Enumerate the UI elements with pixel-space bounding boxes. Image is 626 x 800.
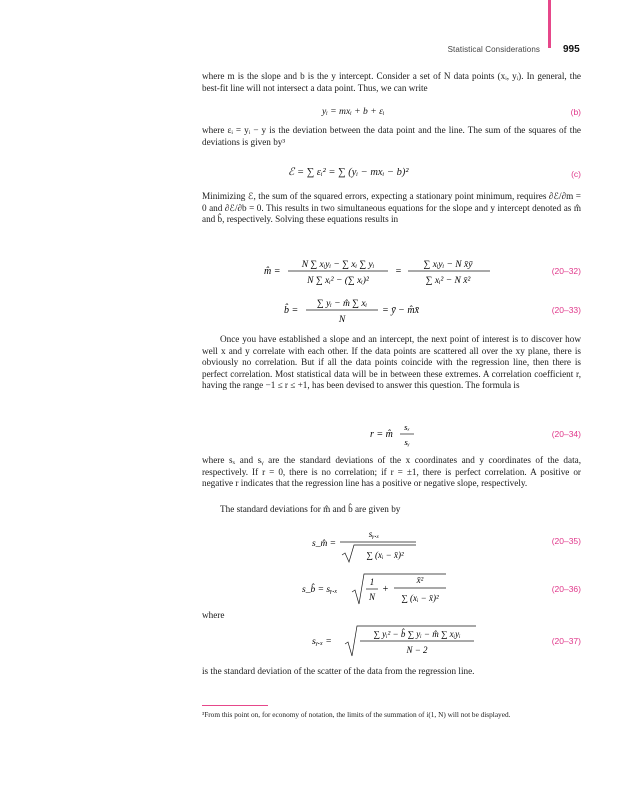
equation-b-label: (b) [570,107,581,117]
equation-20-33-graphic [202,294,581,326]
paragraph-intro: where m is the slope and b is the y intercept. Consider a set of N data points (xᵢ, yᵢ). In general, the best-fit line will not intersect a data point. Thus, we can write [202,71,581,93]
equation-20-37-label: (20–37) [551,636,581,646]
eq32-num1: N ∑ xᵢyᵢ − ∑ xᵢ ∑ yᵢ [301,260,375,270]
paragraph-deviation: where εᵢ = yᵢ − y is the deviation between the data point and the line. The sum of the squares of the deviations is given by³ [202,125,581,147]
eq33-lhs: b̂ = [284,305,299,316]
eq35-num: sᵧ.ₓ [368,529,380,539]
equation-20-34-graphic [202,418,581,450]
equation-20-32-label: (20–32) [551,266,581,276]
equation-20-36-graphic [202,570,581,610]
equation-c [202,160,581,184]
eq33-num: ∑ yᵢ − m̂ ∑ xᵢ [316,299,368,309]
equation-20-36-label: (20–36) [551,584,581,594]
eq36-lhs: s_b̂ = sᵧ.ₓ [302,585,338,595]
equation-20-35 [202,524,581,566]
equation-20-35-graphic [202,524,581,566]
page-header [0,45,626,59]
eq32-lhs: m̂ = [264,266,281,277]
eq36-den1: N [368,592,376,602]
eq37-lhs: sᵧ.ₓ = [312,637,332,647]
eq36-num2: x̄² [416,575,424,585]
paragraph-standard-deviations: where sₓ and sᵧ are the standard deviations of the x coordinates and y coordinates of the data, respectively. If r = 0, there is no correlation; if r = ±1, there is perfect correlation. A positive or negative r indicates that the regression line has a positive or negative slope, respectively. [202,455,581,489]
equation-20-37 [202,622,581,662]
eq33-den: N [338,315,346,325]
equation-20-32-graphic [202,254,581,288]
equation-20-36 [202,570,581,610]
eq36-den2: ∑ (xᵢ − x̄)² [401,593,439,603]
equation-20-33-label: (20–33) [551,305,581,315]
eq36-num1: 1 [369,577,375,587]
eq32-den1: N ∑ xᵢ² − (∑ xᵢ)² [307,276,369,286]
equation-20-32 [202,254,581,288]
eq34-num: sₓ [404,422,410,432]
equation-20-33 [202,294,581,326]
eq34-den: sᵧ [404,437,410,447]
eq37-den: N − 2 [406,645,428,655]
footnote: ³From this point on, for economy of notation, the limits of the summation of i(1, N) will not be displayed. [202,710,511,719]
equation-c-label: (c) [571,169,581,179]
paragraph-std-intro: The standard deviations for m̂ and b̂ are given by [220,504,401,514]
paragraph-correlation: Once you have established a slope and an intercept, the next point of interest is to discover how well x and y correlate with each other. If the data points are scattered all over the xy plane, there is obviously no correlation. But if all the data points coincide with the regression line, then there is perfect correlation. Most statistical data will be in between these extremes. A correlation coefficient r, having the range −1 ≤ r ≤ +1, has been devised to answer this question. The formula is [202,334,581,391]
footnote-rule [202,705,268,706]
paragraph-scatter: is the standard deviation of the scatter of the data from the regression line. [202,666,475,676]
eq33-rhs: = ȳ − m̂x̄ [382,305,420,316]
eq37-num: ∑ yᵢ² − b̂ ∑ yᵢ − m̂ ∑ xᵢyᵢ [373,629,461,639]
eq35-den: ∑ (xᵢ − x̄)² [366,550,404,560]
eq32-equals: = [395,266,402,277]
eq34-lhs: r = m̂ [370,429,393,440]
eq36-plus: + [382,584,389,595]
paragraph-minimizing: Minimizing ℰ, the sum of the squared errors, expecting a stationary point minimum, requires ∂ℰ/∂m = 0 and ∂ℰ/∂b = 0. This results in two simultaneous equations for the slope and y intercept denoted as m̂ and b̂, respectively. Solving these equations results in [202,191,581,225]
equation-b-formula: yᵢ = mxᵢ + b + εᵢ [322,106,385,117]
eq32-num2: ∑ xᵢyᵢ − N x̄ȳ [423,260,473,270]
eq32-den2: ∑ xᵢ² − N x̄² [425,276,471,286]
running-head: Statistical Considerations [447,45,540,54]
paragraph-where: where [202,610,225,620]
equation-20-37-graphic [202,622,581,662]
equation-b [202,104,581,124]
eq35-lhs: s_m̂ = [312,539,337,549]
equation-20-34-label: (20–34) [551,429,581,439]
page-number: 995 [563,44,580,55]
equation-20-35-label: (20–35) [551,536,581,546]
equation-20-34 [202,418,581,450]
header-accent-rule [548,0,551,48]
equation-c-formula: ℰ = ∑ εᵢ² = ∑ (yᵢ − mxᵢ − b)² [288,167,409,178]
